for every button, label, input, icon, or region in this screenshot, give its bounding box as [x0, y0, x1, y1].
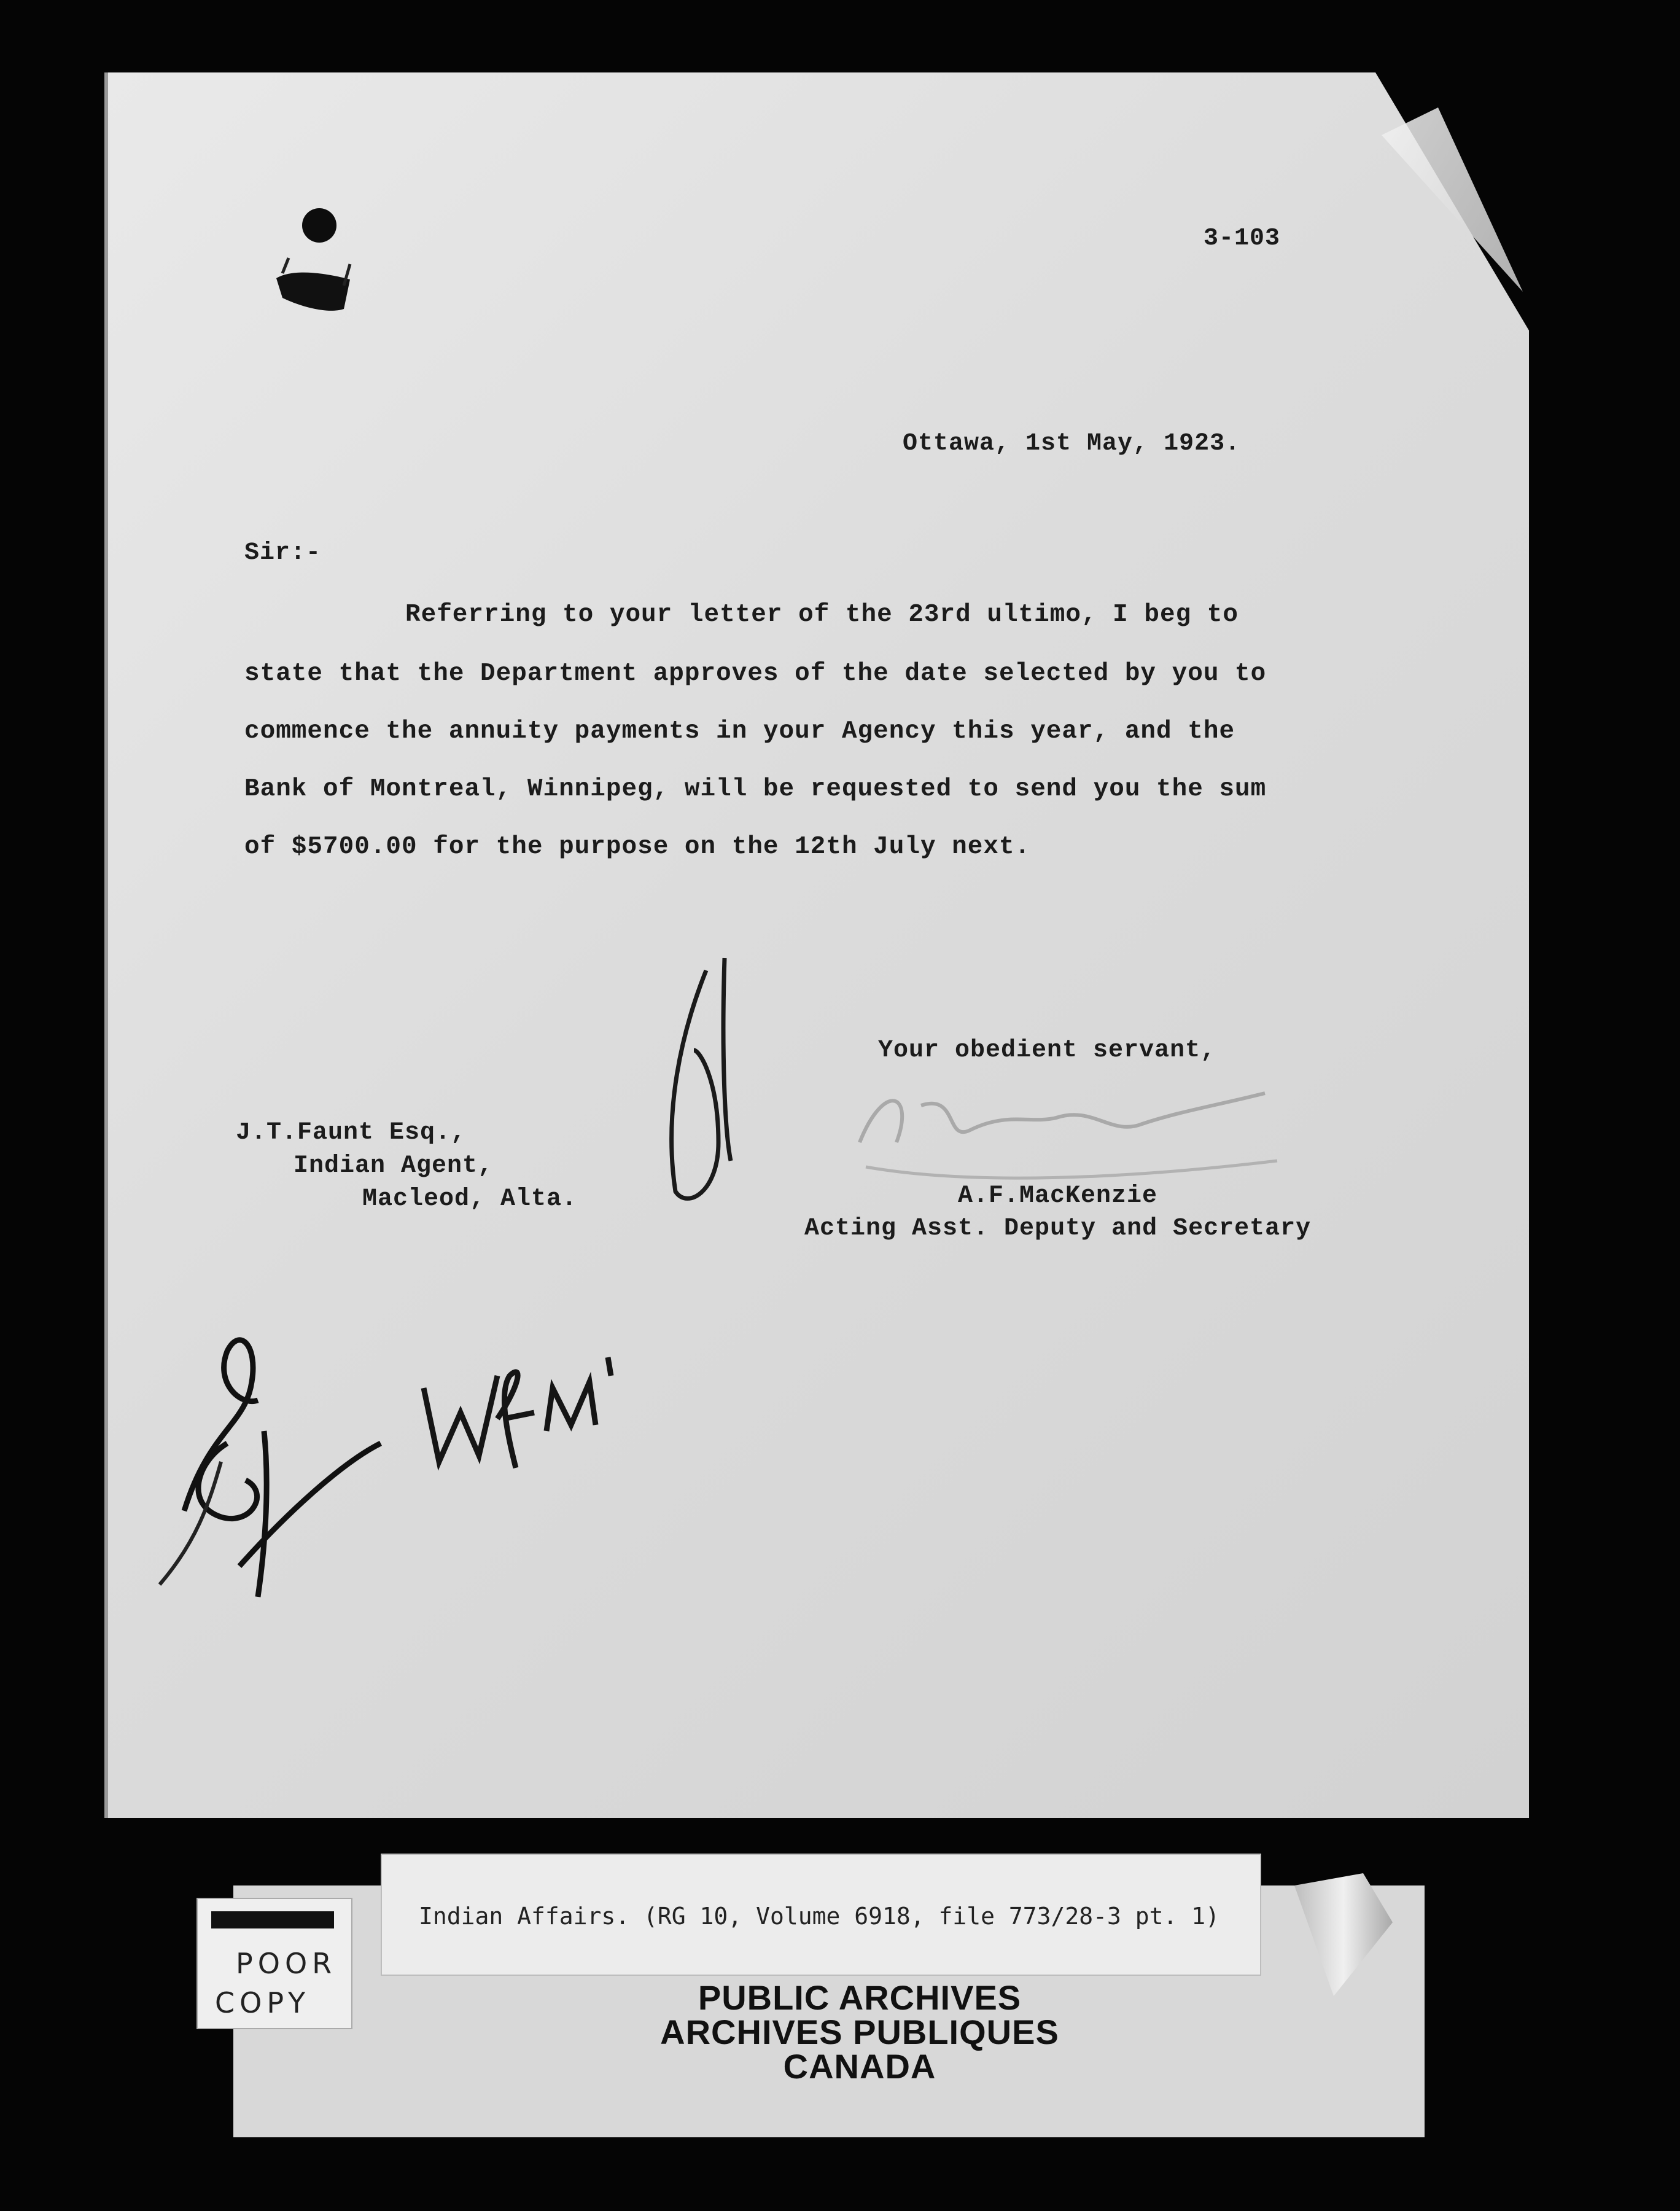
archives-stamp	[589, 1978, 1130, 2104]
poor-copy-note	[196, 1898, 352, 2029]
redaction-bar	[211, 1911, 334, 1928]
dateline: Ottawa, 1st May, 1923.	[903, 430, 1241, 458]
faint-signature	[847, 1069, 1289, 1185]
body-line: commence the annuity payments in your Agency this year, and the	[244, 717, 1235, 746]
body-line: Referring to your letter of the 23rd ultimo, I beg to	[405, 601, 1239, 629]
body-line: of $5700.00 for the purpose on the 12th July next.	[244, 833, 1031, 861]
note-line: POOR	[236, 1947, 337, 1980]
marginal-mark	[645, 958, 749, 1216]
stamp-line: CANADA	[783, 2047, 936, 2086]
archive-reference: Indian Affairs. (RG 10, Volume 6918, file 773/28-3 pt. 1)	[419, 1903, 1220, 1930]
body-line: state that the Department approves of the date selected by you to	[244, 660, 1267, 688]
ink-blot	[258, 206, 356, 329]
handwritten-initials-ej	[147, 1308, 393, 1615]
addressee-line: Indian Agent,	[294, 1152, 494, 1180]
stamp-line: PUBLIC ARCHIVES	[698, 1978, 1022, 2017]
handwritten-initials-wfm	[405, 1320, 626, 1480]
addressee-line: J.T.Faunt Esq.,	[236, 1119, 467, 1147]
signer-title: Acting Asst. Deputy and Secretary	[804, 1215, 1312, 1242]
archive-reference-card	[381, 1854, 1261, 1976]
note-line: COPY	[215, 1986, 311, 2019]
signer-name: A.F.MacKenzie	[958, 1182, 1158, 1210]
closing: Your obedient servant,	[878, 1037, 1216, 1064]
salutation: Sir:-	[244, 539, 322, 567]
file-number: 3-103	[1204, 225, 1281, 252]
stamp-line: ARCHIVES PUBLIQUES	[660, 2013, 1059, 2051]
body-line: Bank of Montreal, Winnipeg, will be requested to send you the sum	[244, 775, 1267, 803]
addressee-line: Macleod, Alta.	[362, 1185, 578, 1213]
